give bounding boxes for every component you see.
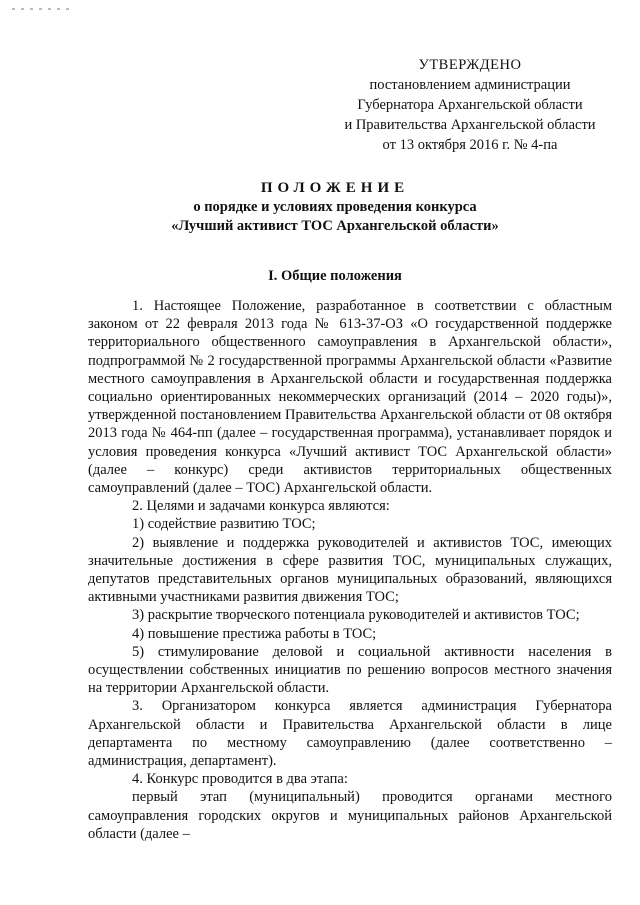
section-heading: I. Общие положения	[268, 268, 402, 284]
paragraph: 3. Организатором конкурса является администрация Губернатора Архангельской области и Правительства Архангельской области в лице департамента по местному самоуправлению (далее соответственно – администрация, департамент).	[88, 698, 612, 770]
scan-artifact	[12, 8, 72, 10]
approval-heading: УТВЕРЖДЕНО	[418, 57, 522, 73]
paragraph: первый этап (муниципальный) проводится органами местного самоуправления городских округов и муниципальных районов Архангельской области (далее –	[88, 789, 612, 842]
document-subtitle: «Лучший активист ТОС Архангельской области»	[171, 218, 499, 234]
document-subtitle: о порядке и условиях проведения конкурса	[193, 199, 477, 215]
approval-stamp	[320, 55, 620, 155]
list-item: 1) содействие развитию ТОС;	[132, 516, 316, 533]
paragraph: 2. Целями и задачами конкурса являются:	[132, 498, 390, 515]
list-item: 3) раскрытие творческого потенциала руководителей и активистов ТОС;	[132, 607, 580, 624]
approval-line: постановлением администрации	[369, 77, 571, 93]
approval-date-line: от 13 октября 2016 г. № 4-па	[382, 137, 558, 153]
paragraph: 4. Конкурс проводится в два этапа:	[132, 771, 348, 788]
approval-line: Губернатора Архангельской области	[357, 97, 583, 113]
approval-line: и Правительства Архангельской области	[344, 117, 596, 133]
document-title-block	[0, 178, 640, 236]
paragraph: 1. Настоящее Положение, разработанное в соответствии с областным законом от 22 февраля 2013 года № 613-37-ОЗ «О государственной поддержке территориального общественного самоуправления в Архангельской области», подпрограммой № 2 государственной программы Архангельской области «Развитие местного самоуправления в Архангельской области и государственная поддержка социально ориентированных некоммерческих организаций (2014 – 2020 годы)», утвержденной постановлением Правительства Архангельской области от 08 октября 2013 года № 464-пп (далее – государственная программа), устанавливает порядок и условия проведения конкурса «Лучший активист ТОС Архангельской области» (далее – конкурс) среди активистов территориальных общественных самоуправлений (далее – ТОС) Архангельской области.	[88, 298, 612, 497]
list-item: 2) выявление и поддержка руководителей и активистов ТОС, имеющих значительные достижения в сфере развития ТОС, муниципальных служащих, депутатов представительных органов муниципальных образований, являющихся активными участниками развития движения ТОС;	[88, 534, 612, 606]
list-item: 4) повышение престижа работы в ТОС;	[132, 625, 377, 642]
document-title: ПОЛОЖЕНИЕ	[260, 180, 410, 196]
document-body	[88, 297, 612, 843]
list-item: 5) стимулирование деловой и социальной активности населения в осуществлении собственных инициатив по решению вопросов местного значения на территории Архангельской области.	[88, 643, 612, 697]
